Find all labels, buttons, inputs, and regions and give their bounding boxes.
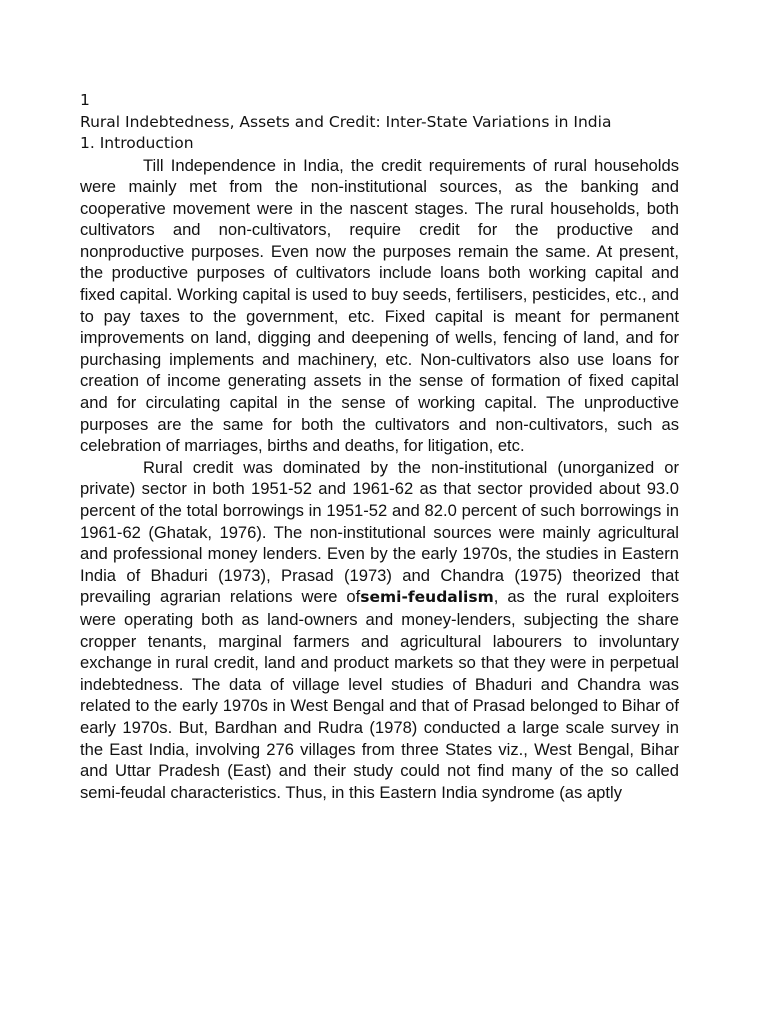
- emphasized-term: semi-feudalism: [360, 588, 494, 607]
- section-heading: 1. Introduction: [80, 134, 194, 152]
- chapter-number: 1: [80, 91, 90, 109]
- paragraph-rural-credit: [80, 457, 679, 804]
- paragraph-text-before-term: Rural credit was dominated by the non-institutional (unorganized or private) sector in both 1951-52 and 1961-62 as that sector provided about 93.0 percent of the total borrowings in 1951-52 and 82.0 percent of such borrowings in 1961-62 (Ghatak, 1976). The non-institutional sources were mainly agricultural and professional money lenders. Even by the early 1970s, the studies in Eastern India of Bhaduri (1973), Prasad (1973) and Chandra (1975) theorized that prevailing agrarian relations were of: [80, 457, 679, 607]
- document-page: [80, 90, 679, 803]
- paragraph-text-after-term: , as the rural exploiters were operating both as land-owners and money-lenders, subjecting the share cropper tenants, marginal farmers and agricultural labourers to involuntary exchange in rural credit, land and product markets so that they were in perpetual indebtedness. The data of village level studies of Bhaduri and Chandra was related to the early 1970s in West Bengal and that of Prasad belonged to Bihar of early 1970s. But, Bardhan and Rudra (1978) conducted a large scale survey in the East India, involving 276 villages from three States viz., West Bengal, Bihar and Uttar Pradesh (East) and their study could not find many of the so called semi-feudal characteristics. Thus, in this Eastern India syndrome (as aptly: [80, 587, 679, 802]
- chapter-title: Rural Indebtedness, Assets and Credit: Inter-State Variations in India: [80, 112, 612, 131]
- paragraph-intro: Till Independence in India, the credit requirements of rural households were mainly met from the non-institutional sources, as the banking and cooperative movement were in the nascent stages. The rural households, both cultivators and non-cultivators, require credit for the productive and nonproductive purposes. Even now the purposes remain the same. At present, the productive purposes of cultivators include loans both working capital and fixed capital. Working capital is used to buy seeds, fertilisers, pesticides, etc., and to pay taxes to the government, etc. Fixed capital is meant for permanent improvements on land, digging and deepening of wells, fencing of land, and for purchasing implements and machinery, etc. Non-cultivators also use loans for creation of income generating assets in the sense of formation of fixed capital and for circulating capital in the sense of working capital. The unproductive purposes are the same for both the cultivators and non-cultivators, such as celebration of marriages, births and deaths, for litigation, etc.: [80, 155, 679, 456]
